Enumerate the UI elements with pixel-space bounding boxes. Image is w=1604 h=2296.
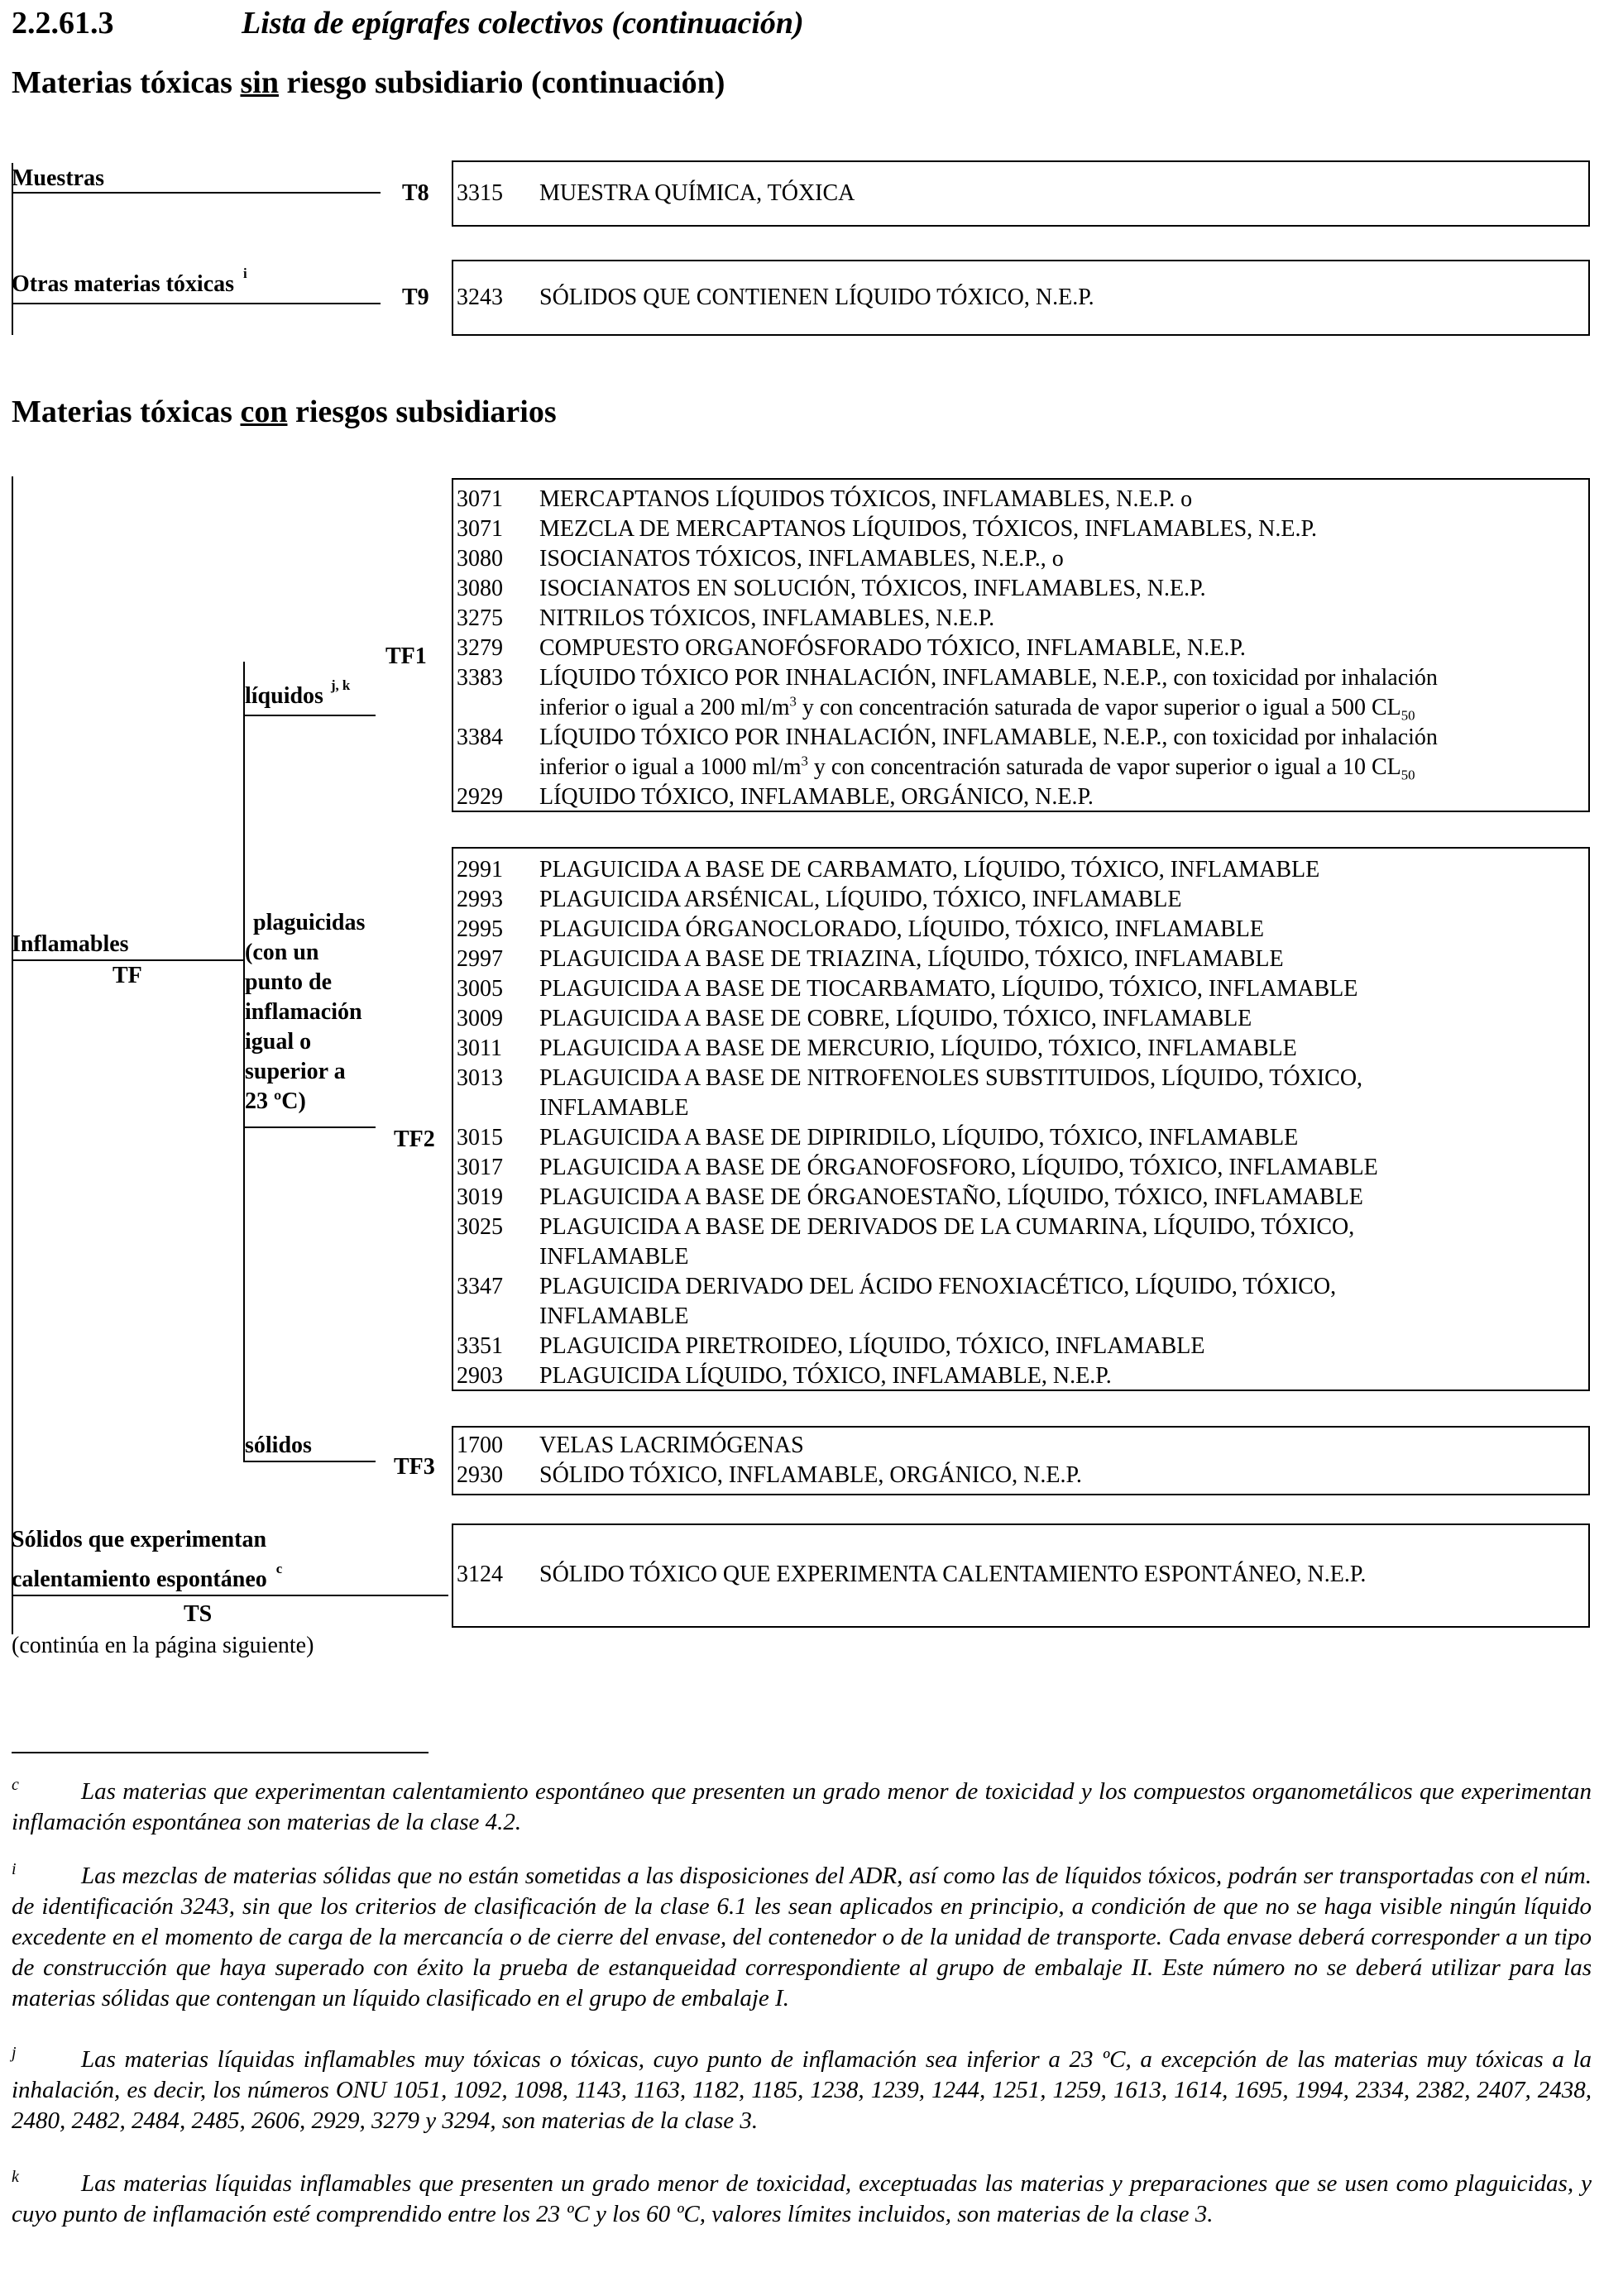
un-number: 2993 [457,887,503,912]
entry-description: NITRILOS TÓXICOS, INFLAMABLES, N.E.P. [539,605,995,631]
tree-line [243,715,376,716]
entry-description: PLAGUICIDA DERIVADO DEL ÁCIDO FENOXIACÉTICO, LÍQUIDO, TÓXICO, [539,1274,1337,1299]
footnote-j: j Las materias líquidas inflamables muy tóxicas o tóxicas, cuyo punto de inflamación sea inferior a 23 ºC, a excepción de las materias muy tóxicas a la inhalación, es decir, los números ONU 1051, 1092, 1098, 1143, 1163, 1182, 1185, 1238, 1239, 1244, 1251, 1259, 1613, 1614, 1695, 1994, 2334, 2382, 2407, 2438, 2480, 2482, 2484, 2485, 2606, 2929, 3279 y 3294, son materias de la clase 3. [12,2044,1592,2134]
entry-description: PLAGUICIDA LÍQUIDO, TÓXICO, INFLAMABLE, N.E.P. [539,1363,1112,1389]
footnote-c: c Las materias que experimentan calentamiento espontáneo que presenten un grado menor de toxicidad y los compuestos organometálicos que experimentan inflamación espontánea son materias de la clase 4.2. [12,1776,1592,1835]
page-subtitle: Materias tóxicas sin riesgo subsidiario (continuación) [12,65,725,100]
class-code-tf: TF [113,963,142,988]
un-number: 2995 [457,916,503,942]
footnote-ref: j, k [330,677,351,693]
entry-description: PLAGUICIDA A BASE DE TIOCARBAMATO, LÍQUIDO, TÓXICO, INFLAMABLE [539,976,1358,1002]
group-label-plaguicidas [245,908,365,1117]
entry-description: MERCAPTANOS LÍQUIDOS TÓXICOS, INFLAMABLES, N.E.P. o [539,486,1193,512]
entry-box-tf3 [452,1426,1590,1495]
group-label-otras: Otras materias tóxicas $^i$ [12,265,247,297]
footnote-k: k Las materias líquidas inflamables que presenten un grado menor de toxicidad, exceptuadas las materias y preparaciones que se usen como plaguicidas, y cuyo punto de inflamación esté comprendido entre los 23 ºC y los 60 ºC, valores límites incluidos, son materias de la clase 3. [12,2168,1592,2227]
un-number: 1700 [457,1433,503,1458]
un-number: 2930 [457,1462,503,1488]
section-number: 2.2.61.3 [12,6,114,41]
group-label-line: superior a [245,1059,346,1084]
entry-description: PLAGUICIDA A BASE DE COBRE, LÍQUIDO, TÓXICO, INFLAMABLE [539,1006,1252,1031]
group-label-line: plaguicidas [253,910,366,935]
entry-description: PLAGUICIDA A BASE DE NITROFENOLES SUBSTITUIDOS, LÍQUIDO, TÓXICO, [539,1065,1363,1091]
class-code-tf2: TF2 [394,1126,435,1152]
un-number: 3017 [457,1155,503,1180]
entry-description: INFLAMABLE [539,1244,689,1270]
entry-description: PLAGUICIDA A BASE DE DIPIRIDILO, LÍQUIDO, TÓXICO, INFLAMABLE [539,1125,1299,1150]
group-label-line: (con un [245,940,319,965]
un-number: 3019 [457,1184,503,1210]
tree-line [12,192,381,194]
un-number: 3279 [457,635,503,661]
entry-description: ISOCIANATOS EN SOLUCIÓN, TÓXICOS, INFLAMABLES, N.E.P. [539,576,1206,601]
entry-description: PLAGUICIDA A BASE DE ÓRGANOESTAÑO, LÍQUIDO, TÓXICO, INFLAMABLE [539,1184,1363,1210]
entry-description: PLAGUICIDA ARSÉNICAL, LÍQUIDO, TÓXICO, INFLAMABLE [539,887,1182,912]
group-label-line: punto de [245,969,333,995]
footnote-ref: i [243,265,247,281]
un-number: 3071 [457,486,503,512]
entry-description: PLAGUICIDA A BASE DE MERCURIO, LÍQUIDO, TÓXICO, INFLAMABLE [539,1036,1297,1061]
un-number: 3011 [457,1036,502,1061]
entry-description: PLAGUICIDA ÓRGANOCLORADO, LÍQUIDO, TÓXICO, INFLAMABLE [539,916,1265,942]
un-number: 3005 [457,976,503,1002]
un-number: 3025 [457,1214,503,1240]
footnote-i: i Las mezclas de materias sólidas que no están sometidas a las disposiciones del ADR, así como las de líquidos tóxicos, podrán ser transportadas con el núm. de identificación 3243, sin que los criterios de clasificación de la clase 6.1 les sean aplicados en principio, a condición de que no se haga visible ningún líquido excedente en el momento de carga de la mercancía o de cierre del envase, del contenedor o de la unidad de transporte. Cada envase deberá corresponder a un tipo de construcción que haya superado con éxito la prueba de estanqueidad correspondiente al grupo de embalaje II. Este número no se deberá utilizar para las materias sólidas que contengan un líquido clasificado en el grupo de embalaje I. [12,1860,1592,2011]
tree-line [12,476,13,1634]
tree-line [12,1595,448,1596]
entry-description: INFLAMABLE [539,1303,689,1329]
un-number: 3080 [457,546,503,572]
tree-line [243,1126,376,1128]
entry-box-t8: 3315 MUESTRA QUÍMICA, TÓXICA [452,160,1590,227]
group-label-line: inflamación [245,999,362,1025]
entry-description: PLAGUICIDA A BASE DE CARBAMATO, LÍQUIDO, TÓXICO, INFLAMABLE [539,857,1320,883]
entry-description: PLAGUICIDA PIRETROIDEO, LÍQUIDO, TÓXICO, INFLAMABLE [539,1333,1205,1359]
group-label-inflamables: Inflamables [12,931,129,957]
entry-box-tf1: 3071 MERCAPTANOS LÍQUIDOS TÓXICOS, INFLAMABLES, N.E.P. o 3071 MEZCLA DE MERCAPTANOS LÍQUIDOS, TÓXICOS, INFLAMABLES, N.E.P. 3080 ISOCIANATOS TÓXICOS, INFLAMABLES, N.E.P., o 3080 ISOCIANATOS EN SOLUCIÓN, TÓXICOS, INFLAMABLES, N.E.P. 3275 NITRILOS TÓXICOS, INFLAMABLES, N.E.P. 3279 COMPUESTO ORGANOFÓSFORADO TÓXICO, INFLAMABLE, N.E.P. 3383 LÍQUIDO TÓXICO POR INHALACIÓN, INFLAMABLE, N.E.P., con toxicidad por inhalación inferior o igual a 200 $ml/m^3$ y con concentración saturada de vapor superior o igual a 500 $CL_{50}$ 3384 LÍQUIDO TÓXICO POR INHALACIÓN, INFLAMABLE, N.E.P., con toxicidad por inhalación inferior o igual a 1000 $ml/m^3$ y con concentración saturada de vapor superior o igual a 10 $CL_{50}$ 2929 LÍQUIDO TÓXICO, INFLAMABLE, ORGÁNICO, N.E.P. [452,478,1590,812]
un-number: 3347 [457,1274,503,1299]
un-number: 3080 [457,576,503,601]
un-number: 3275 [457,605,503,631]
entry-description: ISOCIANATOS TÓXICOS, INFLAMABLES, N.E.P., o [539,546,1064,572]
entry-description: PLAGUICIDA A BASE DE ÓRGANOFOSFORO, LÍQUIDO, TÓXICO, INFLAMABLE [539,1155,1378,1180]
class-code-t9: T9 [402,285,429,310]
group-label-line: 23 ºC) [245,1088,306,1114]
group-label-liquidos: líquidos $^{j, k}$ [245,677,351,709]
class-code-ts: TS [184,1601,213,1627]
entry-box-ts: 3124 SÓLIDO TÓXICO QUE EXPERIMENTA CALENTAMIENTO ESPONTÁNEO, N.E.P. [452,1523,1590,1628]
section-title: Lista de epígrafes colectivos (continuación) [242,6,804,41]
un-number: 2997 [457,946,503,972]
continued-note: (continúa en la página siguiente) [12,1633,314,1658]
un-number: 3015 [457,1125,503,1150]
tree-line [243,1461,376,1462]
group-label-ts-line2: calentamiento espontáneo $^c$ [12,1560,283,1592]
tree-line [12,303,381,304]
entry-description: PLAGUICIDA A BASE DE TRIAZINA, LÍQUIDO, TÓXICO, INFLAMABLE [539,946,1284,972]
group-label-line: igual o [245,1029,312,1055]
footnote-text: Las mezclas de materias sólidas que no están sometidas a las disposiciones del ADR, así como las de líquidos tóxicos, podrán ser transportadas con el núm. de identificación 3243, sin que los criterios de clasificación de la clase 6.1 les sean aplicados en principio, a condición de que no se haga visible ningún líquido excedente en el momento de carga de la mercancía o de cierre del envase, del contenedor o de la unidad de transporte. Cada envase deberá corresponder a un tipo de construcción que haya superado con éxito la prueba de estanqueidad correspondiente al grupo de embalaje II. Este número no se deberá utilizar para las materias sólidas que contengan un líquido clasificado en el grupo de embalaje I. [12,1863,1592,2011]
entry-description: SÓLIDO TÓXICO, INFLAMABLE, ORGÁNICO, N.E.P. [539,1462,1082,1488]
entry-description: MEZCLA DE MERCAPTANOS LÍQUIDOS, TÓXICOS, INFLAMABLES, N.E.P. [539,516,1317,542]
group-label-solidos: sólidos [245,1433,312,1458]
footnote-text: Las materias líquidas inflamables que presenten un grado menor de toxicidad, exceptuadas las materias y preparaciones que se usen como plaguicidas, y cuyo punto de inflamación esté comprendido entre los 23 ºC y los 60 ºC, valores límites incluidos, son materias de la clase 3. [12,2170,1592,2227]
un-number: 3009 [457,1006,503,1031]
group-label-ts: Sólidos que experimentan [12,1527,267,1552]
group-label-muestras: Muestras [12,165,104,191]
entry-description: VELAS LACRIMÓGENAS [539,1433,804,1458]
entry-box-t9: 3243 SÓLIDOS QUE CONTIENEN LÍQUIDO TÓXICO, N.E.P. [452,260,1590,336]
footnote-ref: c [275,1560,283,1576]
entry-box-tf2 [452,847,1590,1391]
un-number: 2991 [457,857,503,883]
un-number: 2903 [457,1363,503,1389]
un-number: 3071 [457,516,503,542]
entry-description: INFLAMABLE [539,1095,689,1121]
class-code-tf1: TF1 [385,643,427,669]
entry-description: COMPUESTO ORGANOFÓSFORADO TÓXICO, INFLAMABLE, N.E.P. [539,635,1246,661]
footnote-text: Las materias líquidas inflamables muy tóxicas o tóxicas, cuyo punto de inflamación sea inferior a 23 ºC, a excepción de las materias muy tóxicas a la inhalación, es decir, los números ONU 1051, 1092, 1098, 1143, 1163, 1182, 1185, 1238, 1239, 1244, 1251, 1259, 1613, 1614, 1695, 1994, 2334, 2382, 2407, 2438, 2480, 2482, 2484, 2485, 2606, 2929, 3279 y 3294, son materias de la clase 3. [12,2046,1592,2134]
footnote-text: Las materias que experimentan calentamiento espontáneo que presenten un grado menor de toxicidad y los compuestos organometálicos que experimentan inflamación espontánea son materias de la clase 4.2. [12,1778,1592,1835]
section-heading: Materias tóxicas con riesgos subsidiarios [12,395,557,429]
class-code-tf3: TF3 [394,1454,435,1480]
class-code-t8: T8 [402,180,429,206]
un-number: 3013 [457,1065,503,1091]
footnote-divider [12,1752,429,1753]
entry-description: PLAGUICIDA A BASE DE DERIVADOS DE LA CUMARINA, LÍQUIDO, TÓXICO, [539,1214,1355,1240]
un-number: 3351 [457,1333,503,1359]
